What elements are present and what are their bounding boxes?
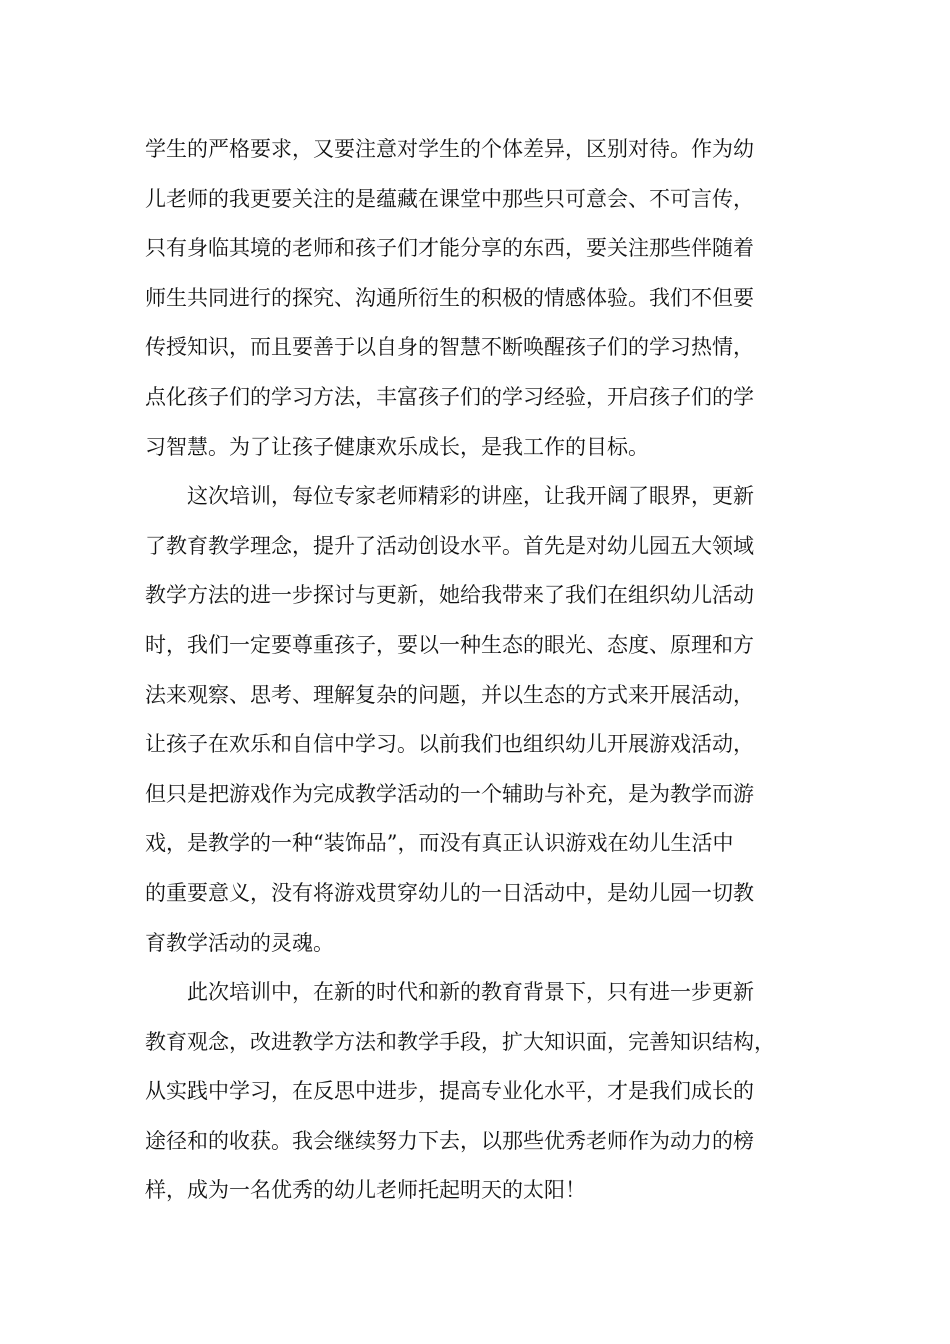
paragraph-2 <box>145 478 815 974</box>
text-line: 这次培训，每位专家老师精彩的讲座，让我开阔了眼界，更新 <box>187 484 754 509</box>
text-line: 此次培训中，在新的时代和新的教育背景下，只有进一步更新 <box>187 980 754 1005</box>
text-line: 教学方法的进一步探讨与更新，她给我带来了我们在组织幼儿活动 <box>145 583 754 608</box>
text-line: 戏，是教学的一种“装饰品”，而没有真正认识游戏在幼儿生活中 <box>145 831 734 856</box>
text-line: 习智慧。为了让孩子健康欢乐成长，是我工作的目标。 <box>145 434 649 459</box>
text-line: 但只是把游戏作为完成教学活动的一个辅助与补充，是为教学而游 <box>145 781 754 806</box>
text-line: 让孩子在欢乐和自信中学习。以前我们也组织幼儿开展游戏活动， <box>145 732 754 757</box>
text-line: 学生的严格要求，又要注意对学生的个体差异，区别对待。作为幼 <box>145 137 754 161</box>
text-line: 时，我们一定要尊重孩子，要以一种生态的眼光、态度、原理和方 <box>145 632 754 657</box>
paragraph-1 <box>145 131 815 478</box>
text-line: 点化孩子们的学习方法，丰富孩子们的学习经验，开启孩子们的学 <box>145 384 754 409</box>
text-line: 样，成为一名优秀的幼儿老师托起明天的太阳！ <box>145 1178 586 1203</box>
text-line: 儿老师的我更要关注的是蕴藏在课堂中那些只可意会、不可言传， <box>145 186 754 211</box>
paragraph-3 <box>145 974 815 1222</box>
text-line: 法来观察、思考、理解复杂的问题，并以生态的方式来开展活动， <box>145 682 754 707</box>
text-line: 师生共同进行的探究、沟通所衍生的积极的情感体验。我们不但要 <box>145 285 754 310</box>
text-line: 只有身临其境的老师和孩子们才能分享的东西，要关注那些伴随着 <box>145 236 754 261</box>
document-body <box>145 131 815 1222</box>
text-line: 的重要意义，没有将游戏贯穿幼儿的一日活动中，是幼儿园一切教 <box>145 880 754 905</box>
text-line: 了教育教学理念，提升了活动创设水平。首先是对幼儿园五大领域 <box>145 533 754 558</box>
text-line: 教育观念，改进教学方法和教学手段，扩大知识面，完善知识结构， <box>145 1029 775 1054</box>
text-line: 传授知识，而且要善于以自身的智慧不断唤醒孩子们的学习热情， <box>145 335 754 360</box>
text-line: 从实践中学习，在反思中进步，提高专业化水平，才是我们成长的 <box>145 1079 754 1104</box>
text-line: 途径和的收获。我会继续努力下去，以那些优秀老师作为动力的榜 <box>145 1128 754 1153</box>
text-line: 育教学活动的灵魂。 <box>145 930 334 955</box>
